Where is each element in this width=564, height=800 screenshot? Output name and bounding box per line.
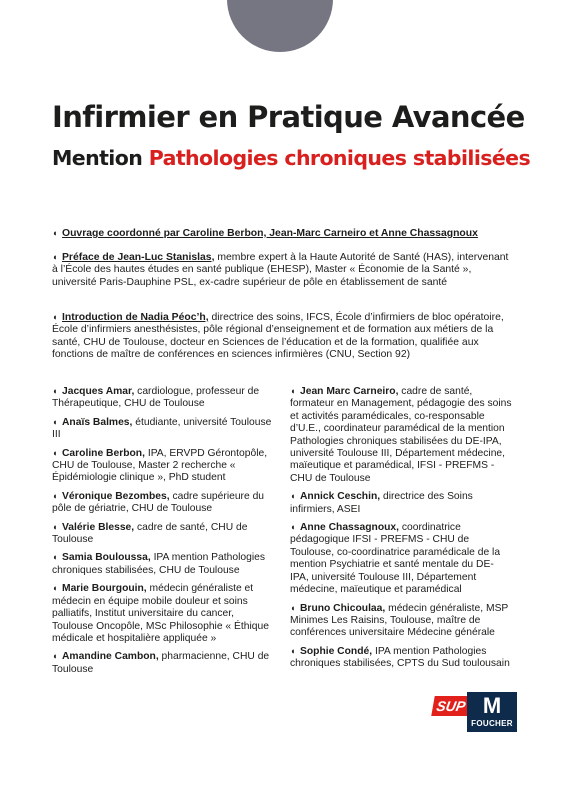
preface-label: Préface de Jean-Luc Stanislas, bbox=[62, 252, 215, 263]
contributor-name: Jean Marc Carneiro, bbox=[300, 386, 399, 397]
contributor-desc: directrice des Soins infirmiers, ASEI bbox=[290, 491, 473, 515]
contributor bbox=[52, 490, 274, 516]
contributor-name: Valérie Blesse, bbox=[62, 521, 135, 533]
preface-block bbox=[52, 251, 512, 289]
contributor-desc: coordinatrice pédagogique IFSI - PREFMS - CHU de Toulouse, co-coordinatrice paramédicale de la mention Psychiatrie et santé mentale du DE-IPA, université Toulouse III, Département médecine, maïeutique et paramédical bbox=[290, 522, 501, 596]
contributor bbox=[290, 521, 512, 596]
contributor-desc: pharmacienne, CHU de Toulouse bbox=[52, 651, 270, 675]
bullet-icon: ◖ bbox=[52, 552, 58, 563]
contributor-desc: cardiologue, professeur de Thérapeutique, CHU de Toulouse bbox=[52, 386, 260, 410]
bullet-icon: ◖ bbox=[52, 583, 58, 594]
contributor bbox=[52, 447, 274, 485]
foucher-wordmark: FOUCHER bbox=[471, 719, 513, 728]
coordination-text: Ouvrage coordonné par Caroline Berbon, Jean-Marc Carneiro et Anne Chassagnoux bbox=[62, 228, 478, 239]
contributor bbox=[52, 650, 274, 676]
subtitle-accent: Pathologies chroniques stabilisées bbox=[148, 146, 531, 170]
contributor-name: Annick Ceschin, bbox=[300, 491, 381, 503]
contributor-desc: IPA mention Pathologies chroniques stabilisées, CHU de Toulouse bbox=[52, 552, 265, 576]
contributor-desc: médecin généraliste, MSP Minimes Les Raisins, Toulouse, maître de conférences universitaire Médecine générale bbox=[290, 602, 509, 639]
bullet-icon: ◖ bbox=[52, 228, 58, 238]
contributor bbox=[290, 490, 512, 516]
contributor-desc: IPA, ERVPD Gérontopôle, CHU de Toulouse, Master 2 recherche « Épidémiologie clinique », PhD student bbox=[52, 447, 268, 484]
subtitle-prefix: Mention bbox=[52, 146, 143, 170]
contributor-desc: médecin généraliste et médecin en équipe mobile douleur et soins palliatifs, Institut universitaire du cancer, Toulouse Oncopôle, MSc Philosophie « Éthique médicale et hospitalière appliquée » bbox=[52, 583, 269, 644]
contributor-name: Véronique Bezombes, bbox=[62, 490, 170, 502]
bullet-icon: ◖ bbox=[52, 416, 58, 427]
bullet-icon: ◖ bbox=[52, 386, 58, 396]
publisher-logo bbox=[433, 692, 517, 732]
contributor-name: Jacques Amar, bbox=[62, 386, 135, 397]
contributor bbox=[52, 521, 274, 547]
bullet-icon: ◖ bbox=[52, 490, 58, 501]
contributor bbox=[52, 551, 274, 577]
contributor bbox=[290, 645, 512, 671]
book-title: Infirmier en Pratique Avancée bbox=[52, 100, 525, 134]
contributor bbox=[52, 582, 274, 645]
sup-logo-mark: SUP bbox=[431, 696, 471, 716]
bullet-icon: ◖ bbox=[52, 447, 58, 458]
introduction-block bbox=[52, 311, 512, 362]
contributor-name: Marie Bourgouin, bbox=[62, 583, 147, 595]
contributor-desc: cadre supérieure du pôle de gériatrie, CHU de Toulouse bbox=[52, 490, 265, 515]
introduction-label: Introduction de Nadia Péoc’h, bbox=[62, 312, 209, 323]
foucher-m-icon: M bbox=[482, 693, 502, 718]
bullet-icon: ◖ bbox=[290, 386, 296, 396]
contributor-desc: cadre de santé, CHU de Toulouse bbox=[52, 521, 248, 546]
contributor-name: Caroline Berbon, bbox=[62, 447, 145, 459]
contributor-name: Amandine Cambon, bbox=[62, 651, 159, 663]
contributor bbox=[290, 602, 512, 640]
contributors-right-column bbox=[290, 385, 512, 676]
top-decorative-circle bbox=[227, 0, 333, 52]
bullet-icon: ◖ bbox=[290, 602, 296, 613]
contributor-desc: IPA mention Pathologies chroniques stabilisées, CPTS du Sud toulousain bbox=[290, 645, 510, 670]
bullet-icon: ◖ bbox=[290, 491, 296, 502]
contributor-desc: cadre de santé, formateur en Management, pédagogie des soins et activités paramédicales, co-responsable d’U.E., coordinateur paramédical de la mention Pathologies chroniques stabilisées du DE-IPA, université Toulouse III, Département médecine, maïeutique et paramédical, IFSI - PREFMS - CHU de Toulouse bbox=[290, 386, 512, 484]
contributor bbox=[52, 416, 274, 442]
introduction-text: directrice des soins, IFCS, École d’infirmiers de bloc opératoire, École d’infirmiers anesthésistes, pôle régional d’enseignement et de formation aux métiers de la santé, CHU de Toulouse, docteur en Sciences de l’éducation et de la formation, qualifiée aux fonctions de maître de conférences en sciences infirmières (CNU, Section 92) bbox=[52, 312, 504, 361]
contributor bbox=[52, 385, 274, 411]
coordination-line bbox=[52, 227, 512, 240]
book-subtitle bbox=[52, 146, 532, 170]
bullet-icon: ◖ bbox=[52, 521, 58, 532]
contributors-left-column bbox=[52, 385, 274, 681]
contributor-name: Anaïs Balmes, bbox=[62, 416, 133, 428]
foucher-logo-box bbox=[467, 692, 517, 732]
contributor-name: Bruno Chicoulaa, bbox=[300, 602, 386, 614]
preface-text: membre expert à la Haute Autorité de Santé (HAS), intervenant à l’École des hautes études en santé publique (EHESP), Master « Économie de la Santé », université Paris-Dauphine PSL, ex-cadre supérieur de pôle en établissement de santé bbox=[52, 252, 509, 288]
contributor-name: Anne Chassagnoux, bbox=[300, 522, 399, 534]
contributor bbox=[290, 385, 512, 485]
contributor-name: Samia Bouloussa, bbox=[62, 552, 151, 564]
bullet-icon: ◖ bbox=[52, 252, 58, 262]
bullet-icon: ◖ bbox=[52, 312, 58, 322]
bullet-icon: ◖ bbox=[290, 522, 296, 533]
contributor-name: Sophie Condé, bbox=[300, 645, 373, 657]
bullet-icon: ◖ bbox=[290, 645, 296, 656]
bullet-icon: ◖ bbox=[52, 651, 58, 662]
contributor-desc: étudiante, université Toulouse III bbox=[52, 416, 272, 441]
